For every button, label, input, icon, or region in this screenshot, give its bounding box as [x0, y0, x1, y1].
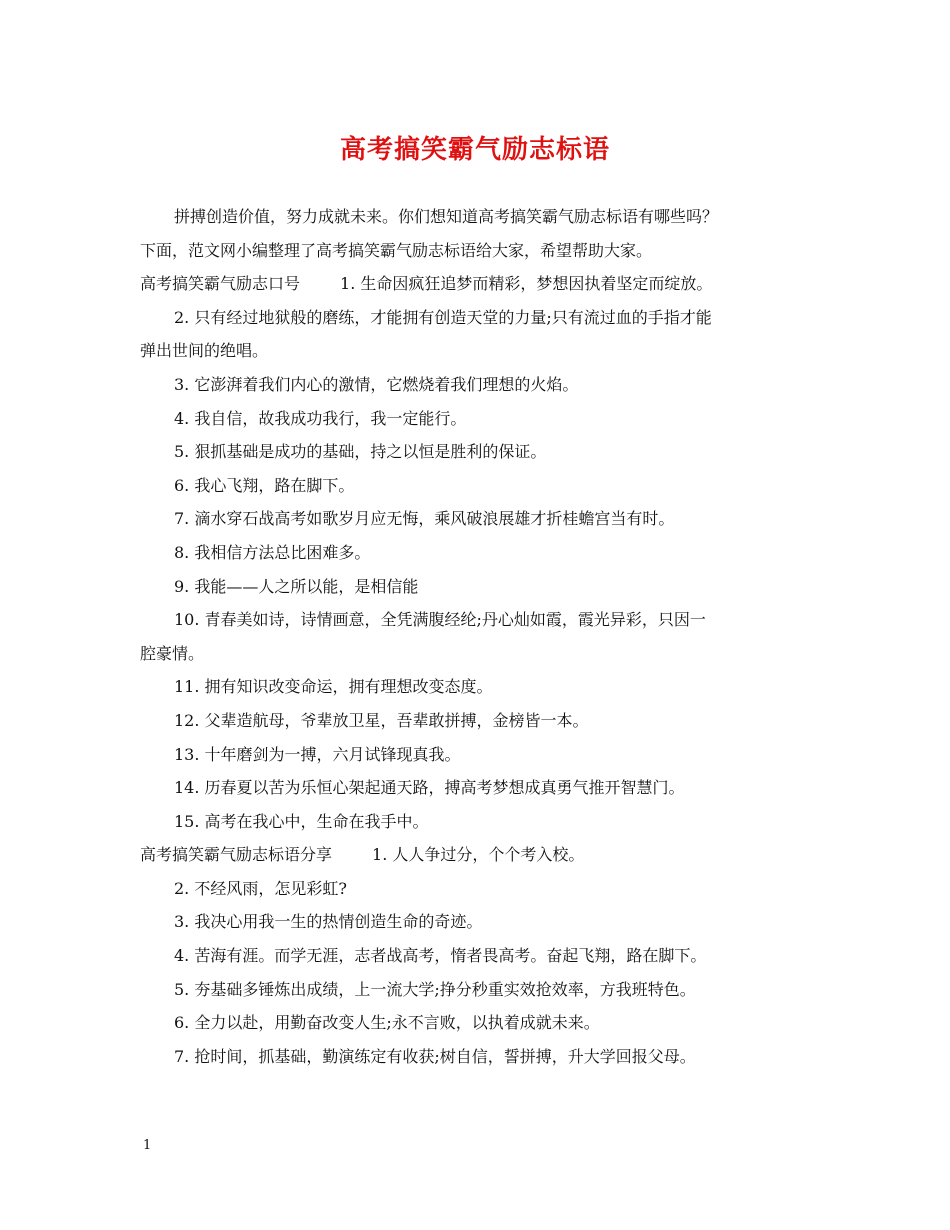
page-number: 1 — [143, 1138, 152, 1153]
text-line — [140, 334, 820, 368]
text-line — [140, 200, 820, 234]
section-heading: 高考搞笑霸气励志口号 — [140, 274, 301, 294]
line-text: 2. 只有经过地狱般的磨练，才能拥有创造天堂的力量;只有流过血的手指才能 — [174, 307, 712, 327]
line-text: 15. 高考在我心中，生命在我手中。 — [174, 811, 429, 831]
line-text: 4. 我自信，故我成功我行，我一定能行。 — [174, 408, 467, 428]
text-line — [140, 502, 820, 536]
text-line — [140, 368, 820, 402]
text-line — [140, 301, 820, 335]
text-line — [140, 771, 820, 805]
text-line — [140, 402, 820, 436]
text-line — [140, 704, 820, 738]
line-text: 8. 我相信方法总比困难多。 — [174, 542, 371, 562]
line-text: 13. 十年磨剑为一搏，六月试锋现真我。 — [174, 744, 461, 764]
line-text: 6. 全力以赴，用勤奋改变人生;永不言败，以执着成就未来。 — [174, 1013, 600, 1033]
section-heading-line — [140, 838, 820, 872]
line-text: 弹出世间的绝唱。 — [140, 341, 269, 361]
line-text: 11. 拥有知识改变命运，拥有理想改变态度。 — [174, 677, 493, 697]
text-line — [140, 872, 820, 906]
line-text: 腔豪情。 — [140, 643, 205, 663]
line-text: 4. 苦海有涯。而学无涯，志者战高考，惰者畏高考。奋起飞翔，路在脚下。 — [174, 946, 707, 966]
text-line — [140, 939, 820, 973]
line-text: 6. 我心飞翔，路在脚下。 — [174, 475, 355, 495]
line-text: 1. 人人争过分，个个考入校。 — [372, 845, 585, 865]
line-text: 10. 青春美如诗，诗情画意，全凭满腹经纶;丹心灿如霞，霞光异彩，只因一 — [174, 610, 706, 630]
line-text: 1. 生命因疯狂追梦而精彩，梦想因执着坚定而绽放。 — [340, 274, 713, 294]
line-text: 12. 父辈造航母，爷辈放卫星，吾辈敢拼搏，金榜皆一本。 — [174, 710, 589, 730]
document-body — [140, 200, 820, 1073]
line-text: 14. 历春夏以苦为乐恒心架起通天路，搏高考梦想成真勇气推开智慧门。 — [174, 778, 685, 798]
document-title: 高考搞笑霸气励志标语 — [339, 135, 610, 165]
text-line — [140, 570, 820, 604]
section-heading-line — [140, 267, 820, 301]
section-heading: 高考搞笑霸气励志标语分享 — [140, 845, 333, 865]
text-line — [140, 603, 820, 637]
text-line — [140, 234, 820, 268]
text-line — [140, 469, 820, 503]
text-line — [140, 738, 820, 772]
line-text: 3. 我决心用我一生的热情创造生命的奇迹。 — [174, 912, 483, 932]
line-text: 2. 不经风雨，怎见彩虹? — [174, 878, 347, 898]
text-line — [140, 1006, 820, 1040]
line-text: 7. 抢时间，抓基础，勤演练定有收获;树自信，誓拼搏，升大学回报父母。 — [174, 1046, 696, 1066]
text-line — [140, 1040, 820, 1074]
line-text: 7. 滴水穿石战高考如歌岁月应无悔，乘风破浪展雄才折桂蟾宫当有时。 — [174, 509, 675, 529]
line-text: 5. 夯基础多锤炼出成绩，上一流大学;挣分秒重实效抢效率，方我班特色。 — [174, 979, 696, 999]
line-text: 拼搏创造价值，努力成就未来。你们想知道高考搞笑霸气励志标语有哪些吗？ — [174, 207, 719, 226]
line-text: 3. 它澎湃着我们内心的激情，它燃烧着我们理想的火焰。 — [174, 374, 579, 394]
line-text: 5. 狠抓基础是成功的基础，持之以恒是胜利的保证。 — [174, 442, 547, 462]
line-text: 下面，范文网小编整理了高考搞笑霸气励志标语给大家，希望帮助大家。 — [140, 240, 653, 260]
text-line — [140, 670, 820, 704]
text-line — [140, 805, 820, 839]
text-line — [140, 637, 820, 671]
text-line — [140, 905, 820, 939]
text-line — [140, 435, 820, 469]
line-text: 9. 我能——人之所以能，是相信能 — [174, 576, 419, 596]
text-line — [140, 536, 820, 570]
text-line — [140, 973, 820, 1007]
